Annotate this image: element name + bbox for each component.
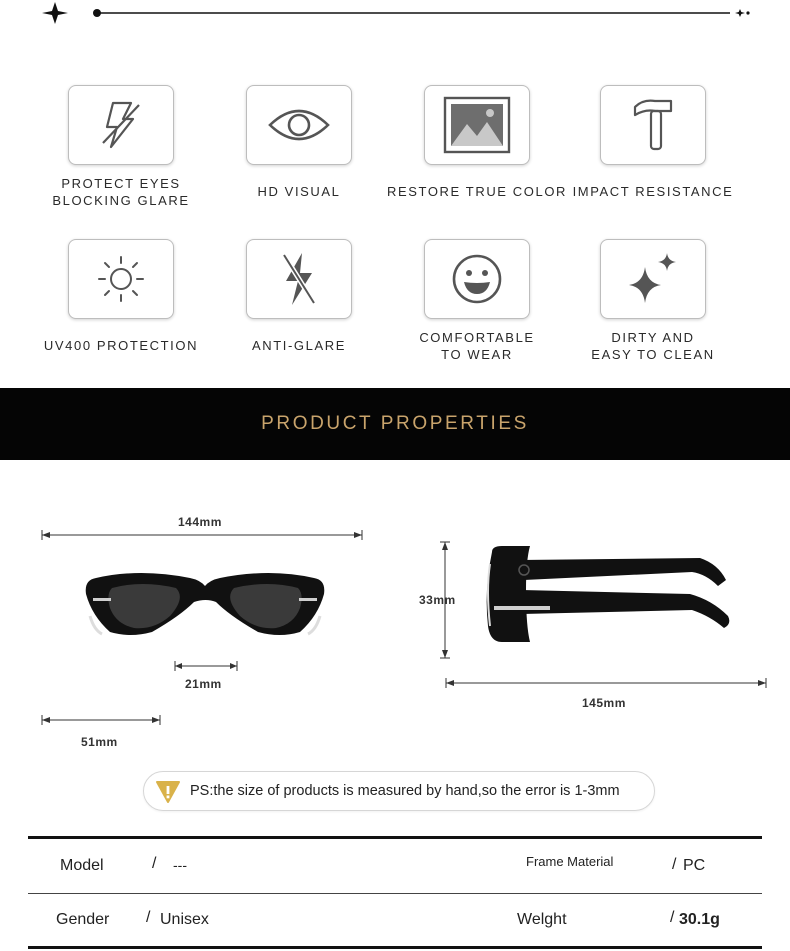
feature-icon-box bbox=[246, 239, 352, 319]
table-middle-rule bbox=[28, 893, 762, 894]
feature-label: DIRTY AND EASY TO CLEAN bbox=[591, 330, 715, 362]
lens-width-arrow bbox=[42, 715, 160, 725]
feature-easy-clean bbox=[563, 239, 743, 363]
glasses-side-diagram bbox=[430, 530, 775, 700]
banner-title: PRODUCT PROPERTIES bbox=[261, 413, 529, 434]
feature-comfortable bbox=[387, 239, 567, 363]
feature-label: ANTI-GLARE bbox=[251, 338, 346, 353]
lens-width-label: 51mm bbox=[81, 735, 118, 749]
feature-label: COMFORTABLE TO WEAR bbox=[419, 330, 535, 362]
feature-icon-box bbox=[600, 239, 706, 319]
spec-frame-material-value: PC bbox=[683, 857, 706, 874]
spec-model-label: Model bbox=[60, 857, 104, 874]
table-top-rule bbox=[28, 836, 762, 839]
eye-icon bbox=[267, 103, 331, 147]
lightning-slash-icon bbox=[91, 95, 151, 155]
feature-icon-box bbox=[424, 239, 530, 319]
feature-label: RESTORE TRUE COLOR bbox=[387, 184, 568, 199]
feature-label: PROTECT EYES BLOCKING GLARE bbox=[52, 176, 190, 208]
feature-icon-box bbox=[68, 239, 174, 319]
spec-gender-value: Unisex bbox=[160, 911, 209, 928]
warning-triangle-icon bbox=[154, 777, 182, 805]
spec-frame-material-label: Frame Material bbox=[526, 854, 614, 869]
smiley-face-icon bbox=[451, 253, 503, 305]
feature-icon-box bbox=[600, 85, 706, 165]
spec-weight-label: Welght bbox=[517, 911, 567, 928]
spec-separator: / bbox=[152, 855, 157, 872]
spec-weight-value: 30.1g bbox=[679, 911, 720, 928]
bridge-arrow bbox=[175, 661, 237, 671]
total-width-label: 144mm bbox=[178, 515, 222, 529]
spec-separator: / bbox=[670, 909, 675, 926]
feature-icon-box bbox=[68, 85, 174, 165]
feature-anti-glare bbox=[209, 239, 389, 354]
glasses-front-diagram bbox=[30, 520, 380, 750]
hammer-icon bbox=[631, 97, 675, 153]
glasses-front-image bbox=[86, 573, 325, 635]
feature-label: HD VISUAL bbox=[257, 184, 341, 199]
feature-uv400 bbox=[31, 239, 211, 354]
sun-icon bbox=[96, 254, 146, 304]
feature-label: UV400 PROTECTION bbox=[43, 338, 199, 353]
spec-model-value: --- bbox=[173, 857, 187, 873]
temple-length-label: 145mm bbox=[582, 696, 626, 710]
note-text: PS:the size of products is measured by hand,so the error is 1-3mm bbox=[190, 783, 620, 799]
product-properties-banner bbox=[0, 388, 790, 460]
anti-glare-icon bbox=[274, 249, 324, 309]
spec-separator: / bbox=[672, 856, 677, 873]
spec-separator: / bbox=[146, 909, 151, 926]
sparkle-icon bbox=[623, 249, 683, 309]
feature-impact-resistance bbox=[563, 85, 743, 200]
bridge-label: 21mm bbox=[185, 677, 222, 691]
landscape-picture-icon bbox=[443, 96, 511, 154]
measurement-note bbox=[143, 771, 655, 811]
feature-icon-box bbox=[424, 85, 530, 165]
feature-icon-box bbox=[246, 85, 352, 165]
feature-hd-visual bbox=[209, 85, 389, 200]
glasses-side-image bbox=[487, 546, 730, 642]
spec-gender-label: Gender bbox=[56, 911, 110, 928]
feature-true-color bbox=[387, 85, 567, 200]
total-width-arrow bbox=[42, 530, 362, 540]
feature-label: IMPACT RESISTANCE bbox=[572, 184, 734, 199]
feature-protect-eyes bbox=[31, 85, 211, 209]
top-decorative-line bbox=[0, 0, 790, 28]
temple-length-arrow bbox=[446, 678, 766, 688]
table-bottom-rule bbox=[28, 946, 762, 949]
height-label: 33mm bbox=[419, 593, 456, 607]
